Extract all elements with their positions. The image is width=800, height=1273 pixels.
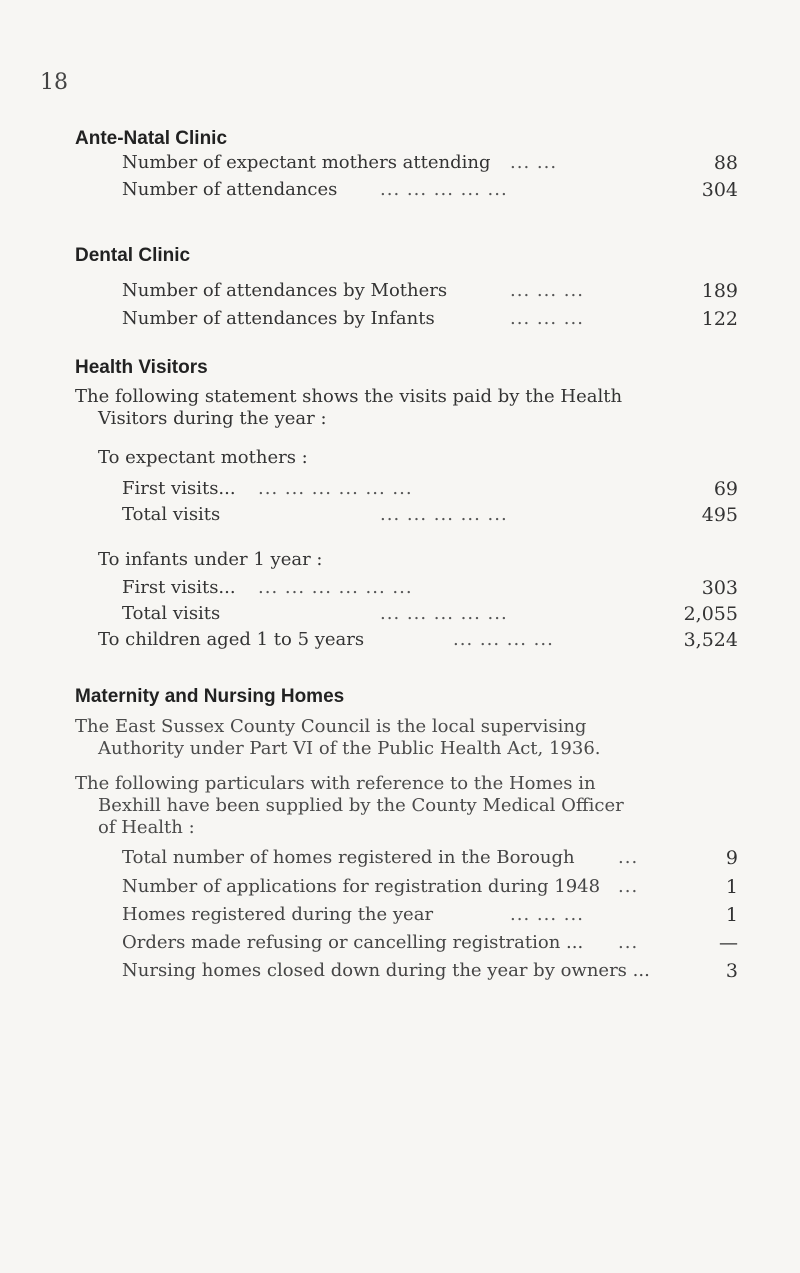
expectant-mothers-subheading: To expectant mothers : [98,447,308,468]
maternity-para2-line3: of Health : [98,817,195,838]
row-leader-dots: ... ... ... [510,280,584,301]
expectant-first-visits-value: 69 [713,478,738,500]
row-leader-dots: ... ... ... ... ... [380,603,508,624]
row-label: First visits... [122,478,236,499]
maternity-row-registered [122,847,742,871]
row-leader-dots: ... [618,932,639,953]
row-leader-dots: ... [618,847,639,868]
maternity-para1-line1: The East Sussex County Council is the local supervising [75,716,587,737]
dental-infants-value: 122 [701,308,738,330]
maternity-heading: Maternity and Nursing Homes [75,686,345,707]
infants-first-visits-value: 303 [701,577,738,599]
maternity-closed-value: 3 [725,960,738,982]
row-leader-dots: ... ... ... [510,308,584,329]
maternity-applications-value: 1 [725,876,738,898]
health-visitors-intro-line1: The following statement shows the visits paid by the Health [75,386,623,407]
antenatal-row-attendances [122,179,742,203]
maternity-row-applications [122,876,742,900]
children-visits-value: 3,524 [683,629,738,651]
dental-row-mothers [122,280,742,304]
row-leader-dots: ... ... ... ... ... [380,504,508,525]
row-label: Number of applications for registration during 1948 [122,876,601,897]
row-label: Number of expectant mothers attending [122,152,491,173]
infants-total-visits-value: 2,055 [683,603,738,625]
maternity-para1-line2: Authority under Part VI of the Public Health Act, 1936. [98,738,601,759]
health-visitors-heading: Health Visitors [75,357,208,378]
dental-heading: Dental Clinic [75,245,191,266]
health-visitors-intro-line2: Visitors during the year : [98,408,327,429]
antenatal-mothers-value: 88 [713,152,738,174]
antenatal-heading: Ante-Natal Clinic [75,128,228,149]
row-label: Number of attendances [122,179,338,200]
row-label: Nursing homes closed down during the year by owners ... [122,960,650,981]
row-label: Total number of homes registered in the Borough [122,847,575,868]
page-number: 18 [40,70,68,95]
row-leader-dots: ... ... ... ... ... [380,179,508,200]
row-label: Orders made refusing or cancelling registration ... [122,932,584,953]
dental-mothers-value: 189 [701,280,738,302]
infants-total-visits-row [122,603,742,627]
row-leader-dots: ... ... ... ... ... ... [258,577,413,598]
row-label: To children aged 1 to 5 years [98,629,365,650]
maternity-para2-line2: Bexhill have been supplied by the County Medical Officer [98,795,624,816]
row-label: Homes registered during the year [122,904,434,925]
infants-subheading: To infants under 1 year : [98,549,323,570]
infants-first-visits-row [122,577,742,601]
children-visits-row [98,629,742,653]
dental-row-infants [122,308,742,332]
row-label: Number of attendances by Mothers [122,280,448,301]
maternity-row-closed [122,960,742,984]
row-leader-dots: ... ... [510,152,558,173]
maternity-para2-line1: The following particulars with reference to the Homes in [75,773,596,794]
maternity-orders-value: — [719,932,738,954]
row-leader-dots: ... ... ... ... ... ... [258,478,413,499]
row-label: Number of attendances by Infants [122,308,435,329]
row-label: First visits... [122,577,236,598]
antenatal-attendances-value: 304 [701,179,738,201]
row-leader-dots: ... [618,876,639,897]
maternity-row-homes-registered [122,904,742,928]
maternity-registered-value: 9 [725,847,738,869]
expectant-total-visits-row [122,504,742,528]
maternity-homes-registered-value: 1 [725,904,738,926]
row-leader-dots: ... ... ... [510,904,584,925]
maternity-row-orders [122,932,742,956]
expectant-first-visits-row [122,478,742,502]
antenatal-row-mothers [122,152,742,176]
expectant-total-visits-value: 495 [701,504,738,526]
row-label: Total visits [122,603,221,624]
row-label: Total visits [122,504,221,525]
row-leader-dots: ... ... ... ... [453,629,554,650]
